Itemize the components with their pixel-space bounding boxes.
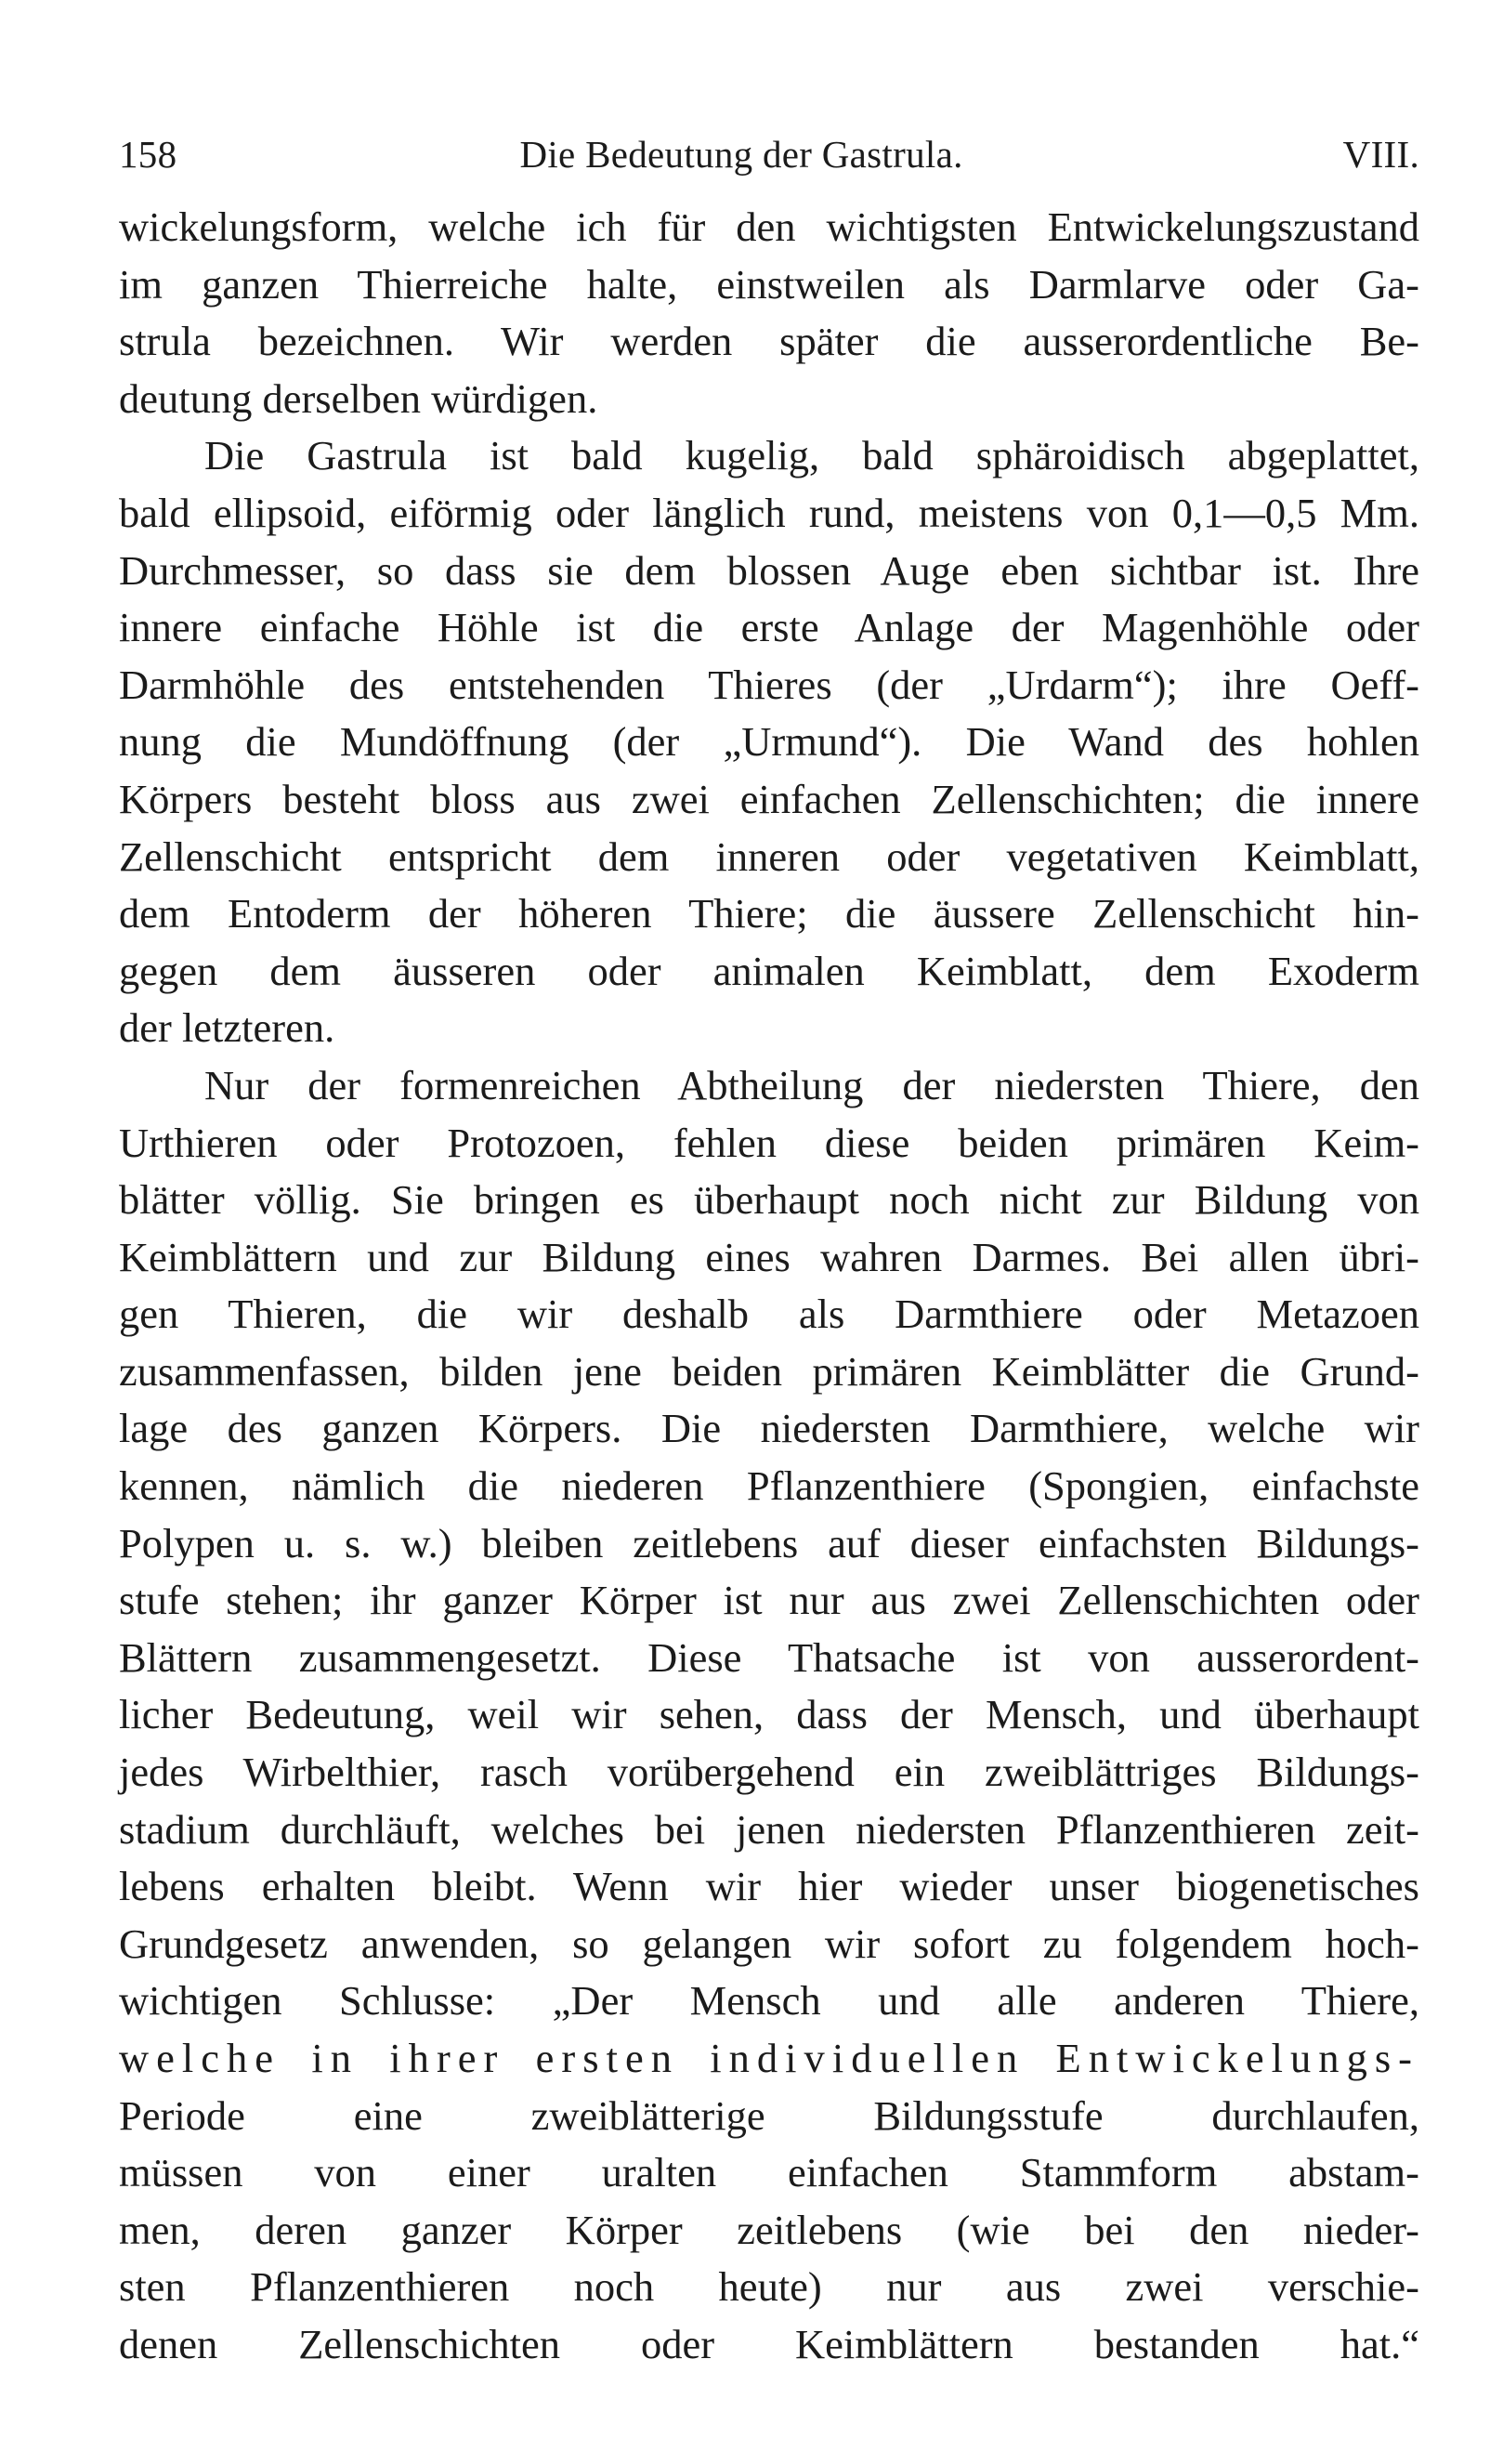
body-text bbox=[119, 199, 1419, 2374]
running-title: Die Bedeutung der Gastrula. bbox=[519, 133, 963, 176]
text-line: müssen von einer uralten einfachen Stammform abstam- bbox=[119, 2149, 1419, 2196]
text-line: stadium durchläuft, welches bei jenen niedersten Pflanzenthieren zeit- bbox=[119, 1805, 1419, 1853]
book-page bbox=[119, 130, 1419, 2374]
text-line: nung die Mundöffnung (der „Urmund“). Die Wand des hohlen bbox=[119, 718, 1419, 766]
paragraph-1 bbox=[119, 199, 1419, 427]
text-line: men, deren ganzer Körper zeitlebens (wie bei den nieder- bbox=[119, 2206, 1419, 2253]
text-line: zusammenfassen, bilden jene beiden primären Keimblätter die Grund- bbox=[119, 1347, 1419, 1395]
text-line: Polypen u. s. w.) bleiben zeitlebens auf dieser einfachsten Bildungs- bbox=[119, 1519, 1419, 1566]
text-line: stufe stehen; ihr ganzer Körper ist nur aus zwei Zellenschichten oder bbox=[119, 1577, 1419, 1624]
text-line: wichtigen Schlusse: „Der Mensch und alle anderen Thiere, bbox=[119, 1977, 1419, 2025]
paragraph-2 bbox=[119, 427, 1419, 1057]
text-line: lebens erhalten bleibt. Wenn wir hier wieder unser biogenetisches bbox=[119, 1863, 1419, 1910]
text-line: deutung derselben würdigen. bbox=[119, 374, 598, 422]
text-line: Keimblättern und zur Bildung eines wahren Darmes. Bei allen übri- bbox=[119, 1233, 1419, 1280]
text-line: der letzteren. bbox=[119, 1004, 335, 1052]
text-line: lage des ganzen Körpers. Die niedersten Darmthiere, welche wir bbox=[119, 1405, 1419, 1452]
text-line: Nur der formenreichen Abtheilung der niedersten Thiere, den bbox=[204, 1061, 1419, 1108]
paragraph-3 bbox=[119, 1057, 1419, 2374]
text-line: kennen, nämlich die niederen Pflanzenthiere (Spongien, einfachste bbox=[119, 1462, 1419, 1510]
text-line: Darmhöhle des entstehenden Thieres (der „Urdarm“); ihre Oeff- bbox=[119, 661, 1419, 708]
text-line: Zellenschicht entspricht dem inneren oder vegetativen Keimblatt, bbox=[119, 832, 1419, 880]
text-line: blätter völlig. Sie bringen es überhaupt noch nicht zur Bildung von bbox=[119, 1176, 1419, 1224]
text-line: gen Thieren, die wir deshalb als Darmthiere oder Metazoen bbox=[119, 1291, 1419, 1338]
text-line: dem Entoderm der höheren Thiere; die äussere Zellenschicht hin- bbox=[119, 890, 1419, 937]
chapter-number: VIII. bbox=[1342, 133, 1419, 176]
running-header bbox=[119, 130, 1419, 178]
text-line: wickelungsform, welche ich für den wichtigsten Entwickelungszustand bbox=[119, 203, 1419, 250]
text-line: Die Gastrula ist bald kugelig, bald sphäroidisch abgeplattet, bbox=[204, 432, 1419, 479]
text-line: sten Pflanzenthieren noch heute) nur aus zwei verschie- bbox=[119, 2263, 1419, 2311]
text-line: licher Bedeutung, weil wir sehen, dass der Mensch, und überhaupt bbox=[119, 1691, 1419, 1738]
text-line: Körpers besteht bloss aus zwei einfachen Zellenschichten; die innere bbox=[119, 775, 1419, 822]
page-number: 158 bbox=[119, 133, 177, 176]
text-line: Durchmesser, so dass sie dem blossen Auge eben sichtbar ist. Ihre bbox=[119, 546, 1419, 594]
text-line: Urthieren oder Protozoen, fehlen diese beiden primären Keim- bbox=[119, 1119, 1419, 1166]
text-line: bald ellipsoid, eiförmig oder länglich rund, meistens von 0,1—0,5 Mm. bbox=[119, 489, 1419, 536]
text-line: Grundgesetz anwenden, so gelangen wir sofort zu folgendem hoch- bbox=[119, 1920, 1419, 1967]
text-line: jedes Wirbelthier, rasch vorübergehend ein zweiblättriges Bildungs- bbox=[119, 1749, 1419, 1796]
text-line: Blättern zusammengesetzt. Diese Thatsache ist von ausserordent- bbox=[119, 1633, 1419, 1681]
text-line: gegen dem äusseren oder animalen Keimblatt, dem Exoderm bbox=[119, 947, 1419, 994]
text-line: innere einfache Höhle ist die erste Anlage der Magenhöhle oder bbox=[119, 604, 1419, 651]
text-line: strula bezeichnen. Wir werden später die ausserordentliche Be- bbox=[119, 318, 1419, 365]
text-line: Periode eine zweiblätterige Bildungsstufe durchlaufen, bbox=[119, 2091, 1419, 2139]
text-line: im ganzen Thierreiche halte, einstweilen als Darmlarve oder Ga- bbox=[119, 260, 1419, 308]
text-line: welche in ihrer ersten individuellen Entwickelungs- bbox=[119, 2035, 1419, 2081]
text-line: denen Zellenschichten oder Keimblättern bestanden hat.“ bbox=[119, 2320, 1419, 2367]
